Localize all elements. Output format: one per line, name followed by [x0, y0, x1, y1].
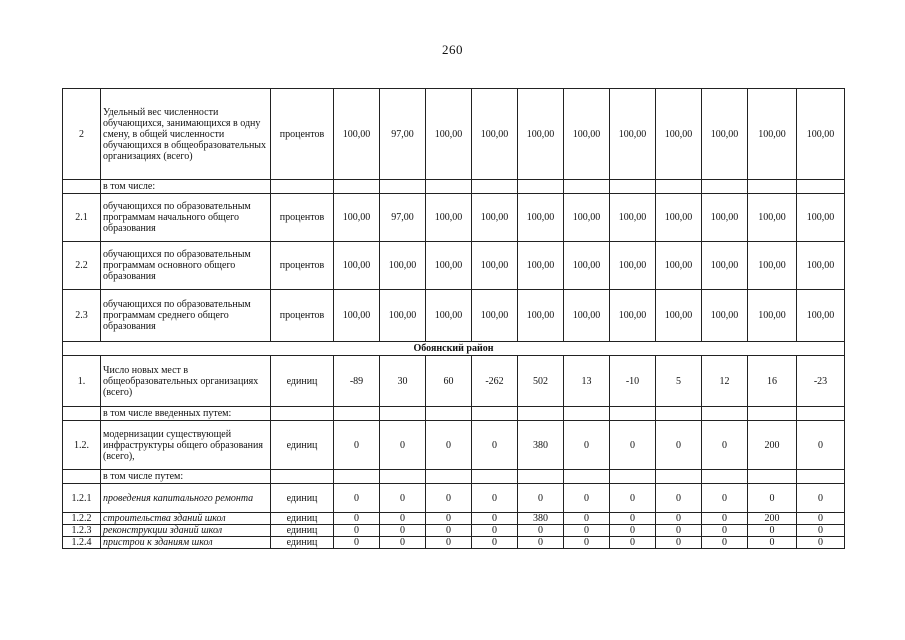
value-cell: 100,00: [518, 290, 564, 342]
unit-cell: единиц: [271, 356, 334, 407]
value-cell: [702, 180, 748, 194]
value-cell: [610, 407, 656, 421]
value-cell: 0: [797, 537, 845, 549]
indicator-label: реконструкции зданий школ: [101, 525, 271, 537]
unit-cell: [271, 470, 334, 484]
value-cell: 100,00: [426, 194, 472, 242]
value-cell: 0: [564, 421, 610, 470]
value-cell: 200: [748, 513, 797, 525]
row-number: [63, 180, 101, 194]
value-cell: 5: [656, 356, 702, 407]
row-number: 1.2.4: [63, 537, 101, 549]
value-cell: 0: [656, 525, 702, 537]
value-cell: 100,00: [797, 242, 845, 290]
value-cell: 100,00: [334, 89, 380, 180]
value-cell: 0: [380, 525, 426, 537]
unit-cell: единиц: [271, 421, 334, 470]
value-cell: -89: [334, 356, 380, 407]
value-cell: 97,00: [380, 194, 426, 242]
value-cell: 100,00: [610, 290, 656, 342]
value-cell: 0: [334, 525, 380, 537]
value-cell: 0: [334, 484, 380, 513]
value-cell: 100,00: [610, 242, 656, 290]
value-cell: -10: [610, 356, 656, 407]
value-cell: 0: [334, 421, 380, 470]
value-cell: [334, 180, 380, 194]
indicator-label: в том числе:: [101, 180, 271, 194]
value-cell: 100,00: [518, 89, 564, 180]
value-cell: [472, 470, 518, 484]
value-cell: 380: [518, 421, 564, 470]
value-cell: [610, 470, 656, 484]
value-cell: 0: [472, 537, 518, 549]
value-cell: [748, 180, 797, 194]
value-cell: 0: [426, 513, 472, 525]
row-number: 1.2.1: [63, 484, 101, 513]
value-cell: [748, 407, 797, 421]
table-row: [63, 421, 845, 470]
page-number: 260: [442, 42, 463, 57]
value-cell: -23: [797, 356, 845, 407]
value-cell: 0: [380, 484, 426, 513]
value-cell: [380, 180, 426, 194]
unit-cell: единиц: [271, 537, 334, 549]
value-cell: 0: [564, 484, 610, 513]
value-cell: [472, 180, 518, 194]
value-cell: 0: [380, 421, 426, 470]
value-cell: 0: [334, 537, 380, 549]
row-number: 2.2: [63, 242, 101, 290]
unit-cell: единиц: [271, 513, 334, 525]
value-cell: 100,00: [426, 290, 472, 342]
section-title: Обоянский район: [63, 342, 845, 356]
value-cell: 200: [748, 421, 797, 470]
value-cell: 100,00: [702, 89, 748, 180]
value-cell: 100,00: [748, 290, 797, 342]
value-cell: [334, 470, 380, 484]
value-cell: 0: [656, 421, 702, 470]
value-cell: 0: [702, 525, 748, 537]
value-cell: 0: [656, 537, 702, 549]
value-cell: [380, 470, 426, 484]
indicator-label: строительства зданий школ: [101, 513, 271, 525]
value-cell: 100,00: [656, 194, 702, 242]
value-cell: [564, 180, 610, 194]
indicator-label: пристрои к зданиям школ: [101, 537, 271, 549]
value-cell: 0: [797, 484, 845, 513]
table-row: [63, 484, 845, 513]
value-cell: 502: [518, 356, 564, 407]
value-cell: 0: [610, 484, 656, 513]
unit-cell: процентов: [271, 242, 334, 290]
value-cell: 100,00: [334, 242, 380, 290]
value-cell: 0: [518, 484, 564, 513]
value-cell: [656, 407, 702, 421]
value-cell: [426, 180, 472, 194]
table-row: [63, 180, 845, 194]
table-row: [63, 89, 845, 180]
value-cell: 100,00: [472, 194, 518, 242]
value-cell: 0: [610, 537, 656, 549]
table-row: [63, 513, 845, 525]
value-cell: [797, 407, 845, 421]
value-cell: 0: [426, 525, 472, 537]
row-number: 1.2.: [63, 421, 101, 470]
value-cell: [426, 407, 472, 421]
value-cell: [748, 470, 797, 484]
value-cell: 100,00: [380, 290, 426, 342]
unit-cell: единиц: [271, 484, 334, 513]
value-cell: 0: [472, 484, 518, 513]
value-cell: 100,00: [518, 242, 564, 290]
value-cell: [564, 470, 610, 484]
value-cell: 100,00: [748, 89, 797, 180]
value-cell: 60: [426, 356, 472, 407]
row-number: 2: [63, 89, 101, 180]
value-cell: 13: [564, 356, 610, 407]
value-cell: 100,00: [564, 89, 610, 180]
value-cell: [797, 470, 845, 484]
value-cell: -262: [472, 356, 518, 407]
value-cell: 0: [656, 484, 702, 513]
value-cell: 100,00: [426, 89, 472, 180]
value-cell: 0: [380, 513, 426, 525]
value-cell: 0: [472, 513, 518, 525]
table-row: [63, 470, 845, 484]
value-cell: 100,00: [656, 89, 702, 180]
value-cell: 100,00: [748, 242, 797, 290]
value-cell: 100,00: [564, 290, 610, 342]
value-cell: [656, 470, 702, 484]
value-cell: 16: [748, 356, 797, 407]
row-number: 2.1: [63, 194, 101, 242]
value-cell: 0: [472, 421, 518, 470]
value-cell: [426, 470, 472, 484]
value-cell: 0: [610, 421, 656, 470]
value-cell: 0: [564, 525, 610, 537]
value-cell: 100,00: [472, 242, 518, 290]
value-cell: 0: [748, 537, 797, 549]
value-cell: 100,00: [748, 194, 797, 242]
value-cell: 0: [518, 537, 564, 549]
value-cell: 100,00: [797, 194, 845, 242]
value-cell: [797, 180, 845, 194]
value-cell: 0: [748, 484, 797, 513]
value-cell: 0: [748, 525, 797, 537]
value-cell: 100,00: [426, 242, 472, 290]
unit-cell: процентов: [271, 89, 334, 180]
value-cell: 0: [518, 525, 564, 537]
value-cell: 100,00: [702, 242, 748, 290]
value-cell: [564, 407, 610, 421]
table-row: [63, 537, 845, 549]
value-cell: 0: [797, 421, 845, 470]
value-cell: [380, 407, 426, 421]
value-cell: 100,00: [797, 89, 845, 180]
table-row: [63, 407, 845, 421]
indicator-label: обучающихся по образовательным программам начального общего образования: [101, 194, 271, 242]
value-cell: 0: [702, 421, 748, 470]
value-cell: 0: [380, 537, 426, 549]
value-cell: 0: [564, 537, 610, 549]
indicator-label: модернизации существующей инфраструктуры общего образования (всего),: [101, 421, 271, 470]
value-cell: [702, 407, 748, 421]
value-cell: 30: [380, 356, 426, 407]
value-cell: 100,00: [472, 89, 518, 180]
value-cell: 100,00: [380, 242, 426, 290]
row-number: 1.2.3: [63, 525, 101, 537]
indicator-label: в том числе введенных путем:: [101, 407, 271, 421]
table-body: [63, 89, 845, 549]
value-cell: 100,00: [334, 194, 380, 242]
indicator-table: [62, 88, 845, 549]
value-cell: 0: [797, 525, 845, 537]
table-row: [63, 290, 845, 342]
value-cell: 100,00: [472, 290, 518, 342]
value-cell: 100,00: [518, 194, 564, 242]
value-cell: 0: [797, 513, 845, 525]
value-cell: 100,00: [610, 194, 656, 242]
row-number: [63, 407, 101, 421]
value-cell: 100,00: [334, 290, 380, 342]
table-row: [63, 242, 845, 290]
value-cell: [334, 407, 380, 421]
value-cell: 0: [472, 525, 518, 537]
value-cell: 97,00: [380, 89, 426, 180]
value-cell: 0: [656, 513, 702, 525]
table-row: [63, 356, 845, 407]
unit-cell: процентов: [271, 194, 334, 242]
value-cell: [656, 180, 702, 194]
value-cell: 100,00: [564, 242, 610, 290]
value-cell: 0: [564, 513, 610, 525]
indicator-label: обучающихся по образовательным программам среднего общего образования: [101, 290, 271, 342]
value-cell: 12: [702, 356, 748, 407]
value-cell: 0: [610, 525, 656, 537]
indicator-label: в том числе путем:: [101, 470, 271, 484]
value-cell: [518, 180, 564, 194]
row-number: 1.: [63, 356, 101, 407]
value-cell: 100,00: [564, 194, 610, 242]
unit-cell: процентов: [271, 290, 334, 342]
value-cell: 0: [702, 537, 748, 549]
indicator-label: Число новых мест в общеобразовательных организациях (всего): [101, 356, 271, 407]
section-header-row: [63, 342, 845, 356]
value-cell: 100,00: [702, 290, 748, 342]
indicator-label: проведения капитального ремонта: [101, 484, 271, 513]
value-cell: [702, 470, 748, 484]
table-row: [63, 194, 845, 242]
unit-cell: единиц: [271, 525, 334, 537]
value-cell: [518, 407, 564, 421]
value-cell: 100,00: [610, 89, 656, 180]
value-cell: 0: [426, 537, 472, 549]
value-cell: 100,00: [702, 194, 748, 242]
value-cell: 100,00: [656, 290, 702, 342]
value-cell: 100,00: [797, 290, 845, 342]
value-cell: [518, 470, 564, 484]
value-cell: [610, 180, 656, 194]
value-cell: 0: [426, 484, 472, 513]
indicator-label: Удельный вес численности обучающихся, занимающихся в одну смену, в общей численности обучающихся в общеобразовательных организациях (всего): [101, 89, 271, 180]
value-cell: 100,00: [656, 242, 702, 290]
row-number: 1.2.2: [63, 513, 101, 525]
value-cell: 380: [518, 513, 564, 525]
table-row: [63, 525, 845, 537]
value-cell: 0: [610, 513, 656, 525]
row-number: 2.3: [63, 290, 101, 342]
row-number: [63, 470, 101, 484]
value-cell: [472, 407, 518, 421]
value-cell: 0: [702, 484, 748, 513]
indicator-label: обучающихся по образовательным программам основного общего образования: [101, 242, 271, 290]
value-cell: 0: [334, 513, 380, 525]
value-cell: 0: [426, 421, 472, 470]
unit-cell: [271, 407, 334, 421]
unit-cell: [271, 180, 334, 194]
value-cell: 0: [702, 513, 748, 525]
